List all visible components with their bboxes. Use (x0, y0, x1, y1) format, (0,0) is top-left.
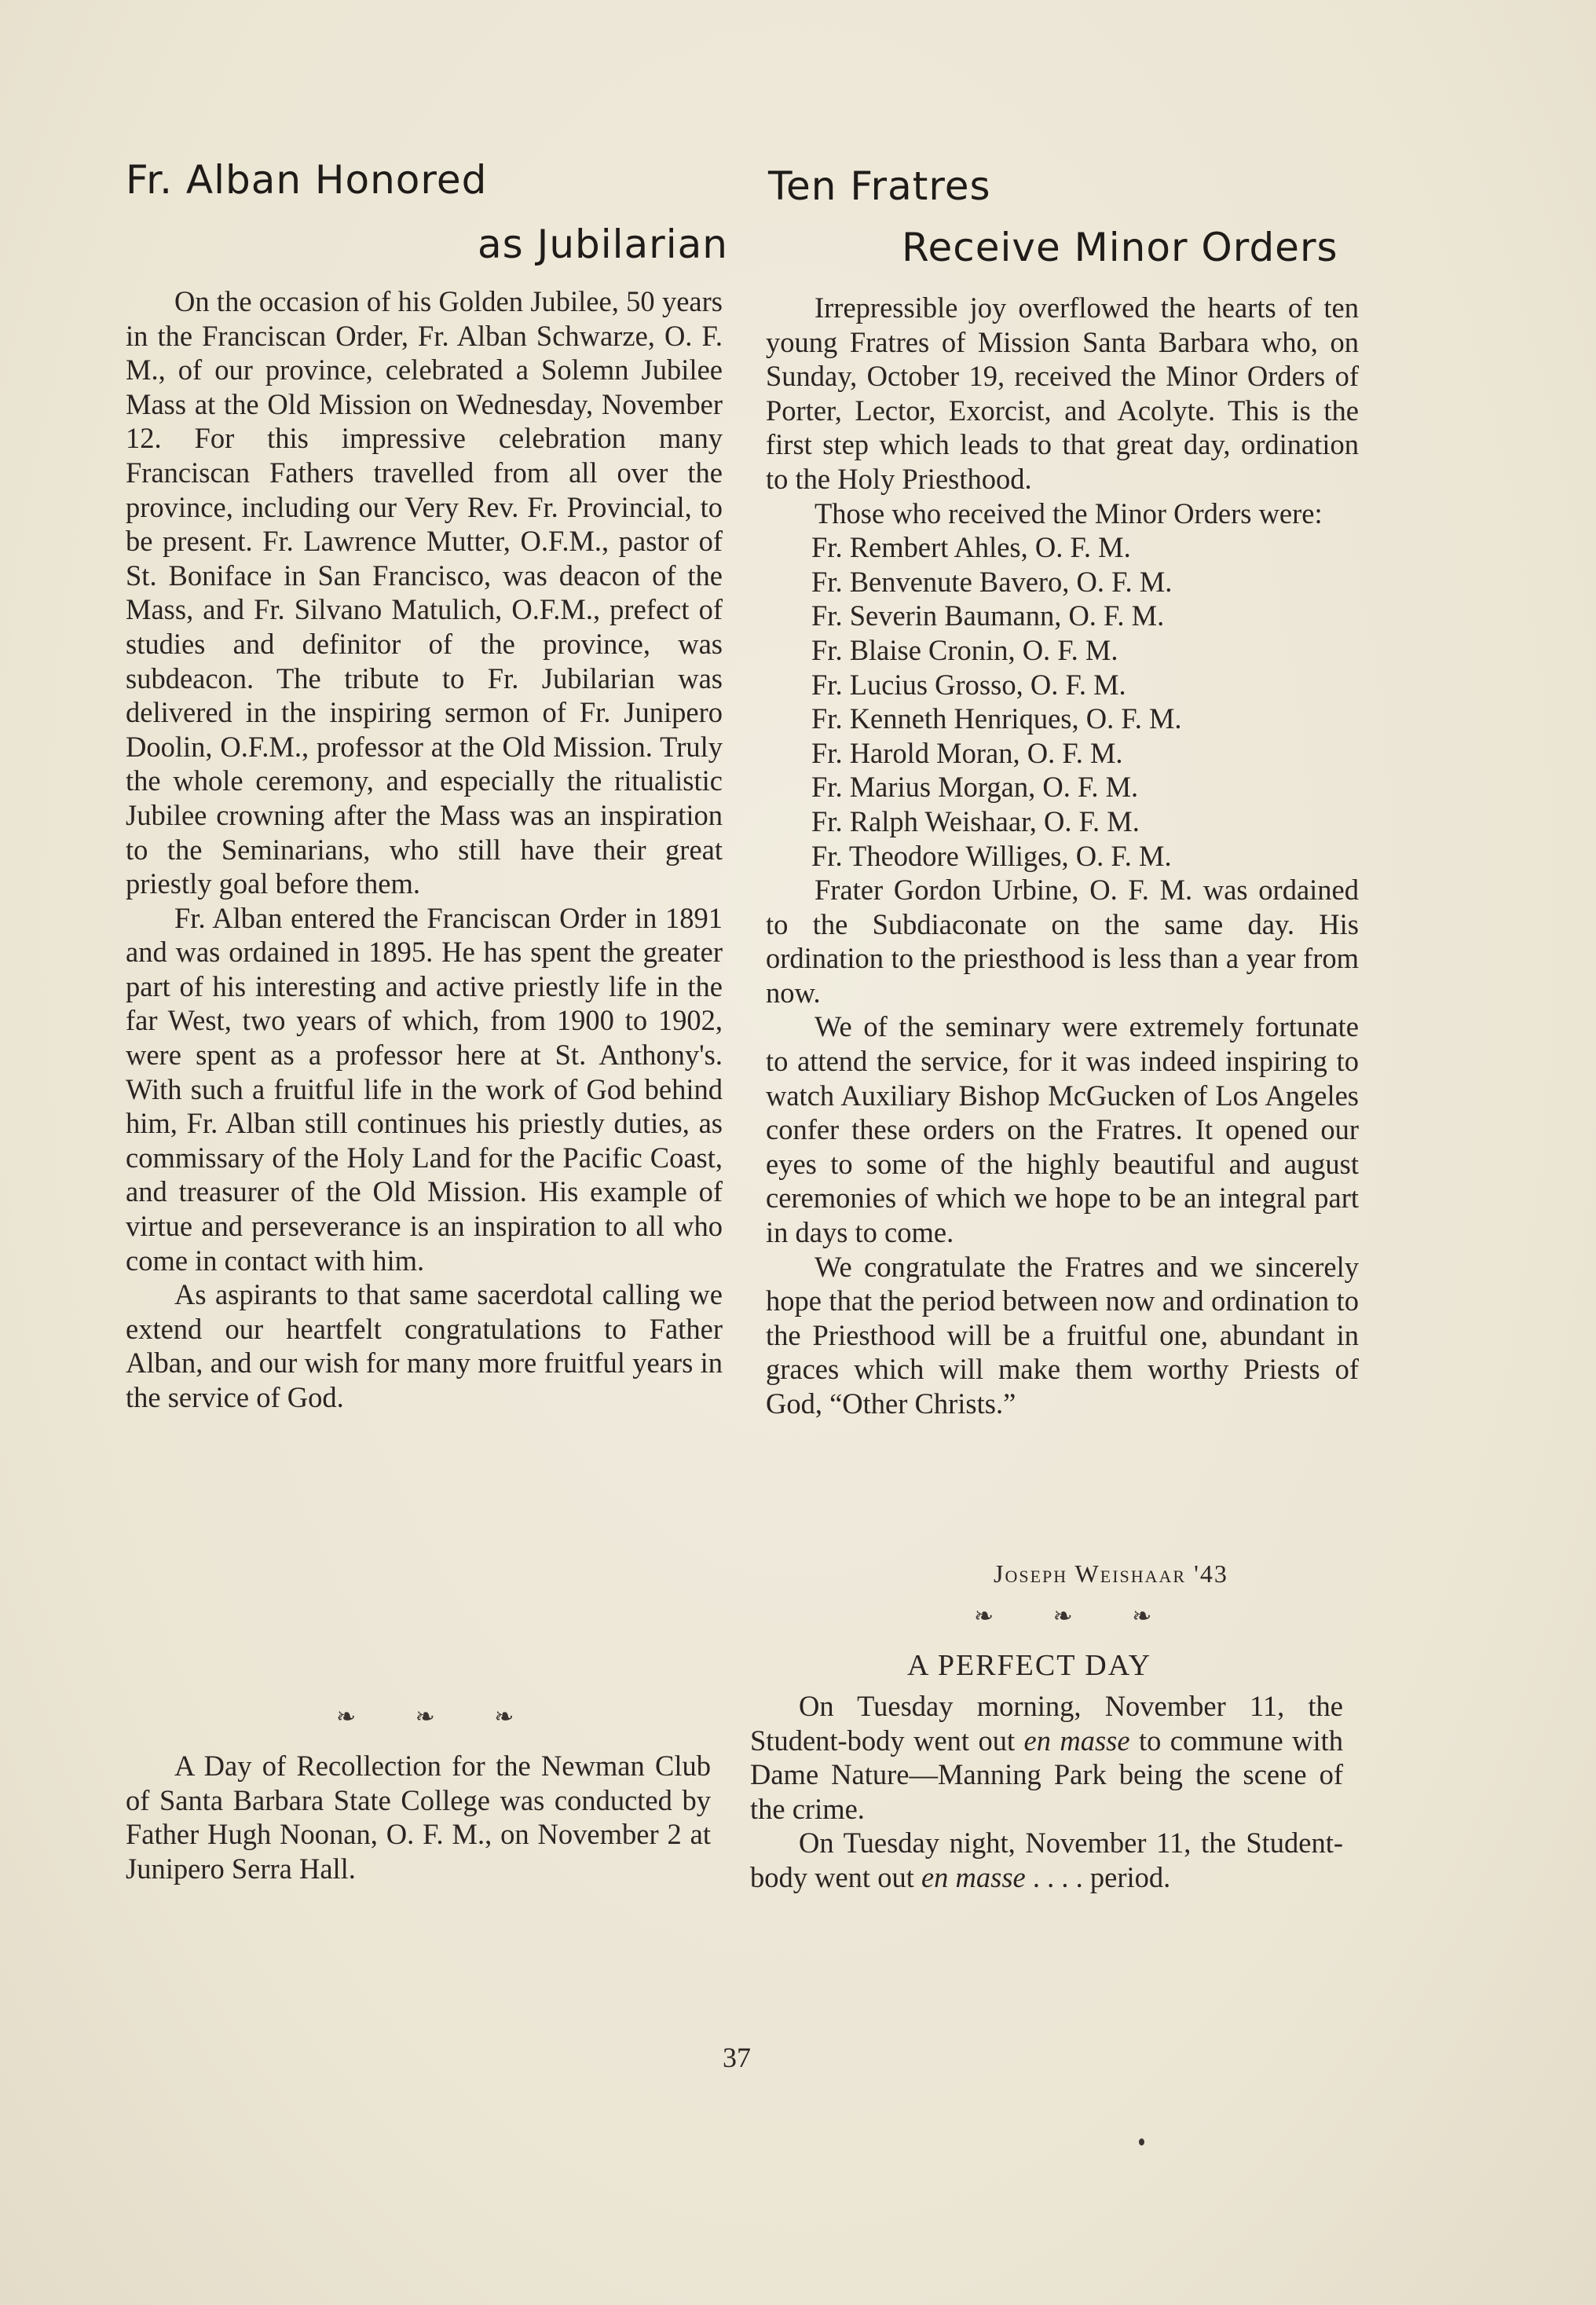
perfect-day-text: to commune with Dame Nature—Manning Park being the scene of the crime. (750, 1724, 1344, 1825)
perfect-day-text: On Tuesday morning, November 11, the Student-body went out (750, 1690, 1343, 1757)
minor-orders-list (766, 530, 1359, 873)
perfect-day-paragraph (750, 1826, 1343, 1894)
list-item: Fr. Marius Morgan, O. F. M. (811, 771, 1139, 804)
right-article-body (766, 291, 1359, 1421)
list-item: Fr. Kenneth Henriques, O. F. M. (811, 702, 1182, 735)
left-ornament-divider: ❧ ❧ ❧ (336, 1704, 541, 1730)
list-item: Fr. Severin Baumann, O. F. M. (811, 599, 1165, 632)
right-article-paragraph: Frater Gordon Urbine, O. F. M. was ordained to the Subdiaconate on the same day. His ordination to the priesthood is less than a year from now. (766, 874, 1359, 1009)
right-article-paragraph: Irrepressible joy overflowed the hearts of ten young Fratres of Mission Santa Barbara who, on Sunday, October 19, received the Minor Orders of Porter, Lector, Exorcist, and Acolyte. This is the first step which leads to that great day, ordination to the Holy Priesthood. (766, 291, 1359, 495)
perfect-day-body (750, 1689, 1343, 1895)
list-item: Fr. Theodore Williges, O. F. M. (811, 839, 1172, 872)
ink-speck (1139, 2138, 1144, 2146)
right-article-title-line2: Receive Minor Orders (902, 225, 1338, 270)
list-item: Fr. Ralph Weishaar, O. F. M. (811, 804, 1140, 837)
right-article-paragraph: We congratulate the Fratres and we sincerely hope that the period between now and ordination to the Priesthood will be a fruitful one, abundant in graces which will make them worthy Priests of God, “Other Christs.” (766, 1250, 1359, 1420)
right-article-paragraph: Those who received the Minor Orders were: (814, 497, 1323, 530)
right-article-paragraph: We of the seminary were extremely fortunate to attend the service, for it was indeed inspiring to watch Auxiliary Bishop McGucken of Los Angeles confer these orders on the Fratres. It opened our eyes to some of the highly beautiful and august ceremonies of which we hope to be an integral part in days to come. (766, 1010, 1359, 1249)
left-article-paragraph: Fr. Alban entered the Franciscan Order in 1891 and was ordained in 1895. He has spent the greater part of his interesting and active priestly life in the far West, two years of which, from 1900 to 1902, were spent as a professor here at St. Anthony's. With such a fruitful life in the work of God behind him, Fr. Alban still continues his priestly duties, as commissary of the Holy Land for the Pacific Coast, and treasurer of the Old Mission. His example of virtue and perseverance is an inspiration to all who come in contact with him. (126, 901, 723, 1277)
left-article-title-line2: as Jubilarian (478, 222, 728, 267)
list-item: Fr. Harold Moran, O. F. M. (811, 736, 1123, 769)
page-number: 37 (723, 2042, 751, 2073)
left-article-paragraph: On the occasion of his Golden Jubilee, 50 years in the Franciscan Order, Fr. Alban Schwarze, O. F. M., of our province, celebrated a Solemn Jubilee Mass at the Old Mission on Wednesday, November 12. For this impressive celebration many Franciscan Fathers travelled from all over the province, including our Very Rev. Fr. Provincial, to be present. Fr. Lawrence Mutter, O.F.M., pastor of St. Boniface in San Francisco, was deacon of the Mass, and Fr. Silvano Matulich, O.F.M., prefect of studies and definitor of the province, was subdeacon. The tribute to Fr. Jubilarian was delivered in the inspiring sermon of Fr. Junipero Doolin, O.F.M., professor at the Old Mission. Truly the whole ceremony, and especially the ritualistic Jubilee crowning after the Mass was an inspiration to the Seminarians, who still have their great priestly goal before them. (126, 285, 723, 900)
list-item: Fr. Rembert Ahles, O. F. M. (811, 531, 1131, 564)
perfect-day-paragraph (750, 1689, 1343, 1826)
left-article-paragraph: As aspirants to that same sacerdotal calling we extend our heartfelt congratulations to Father Alban, and our wish for many more fruitful years in the service of God. (126, 1278, 723, 1413)
left-article-body (126, 284, 723, 1415)
recollection-note (126, 1749, 711, 1885)
perfect-day-emphasis: en masse (1023, 1724, 1130, 1757)
list-item: Fr. Blaise Cronin, O. F. M. (811, 633, 1118, 666)
perfect-day-emphasis: en masse (921, 1860, 1026, 1893)
author-signature: Joseph Weishaar '43 (994, 1559, 1228, 1588)
perfect-day-text: . . . . period. (1025, 1860, 1171, 1893)
list-item: Fr. Benvenute Bavero, O. F. M. (811, 565, 1173, 598)
left-article-title-line1: Fr. Alban Honored (126, 157, 488, 203)
right-ornament-divider: ❧ ❧ ❧ (974, 1603, 1179, 1629)
recollection-paragraph: A Day of Recollection for the Newman Club of Santa Barbara State College was conducted by Father Hugh Noonan, O. F. M., on November 2 at Junipero Serra Hall. (126, 1750, 711, 1885)
right-article-title-line1: Ten Fratres (768, 163, 991, 209)
list-item: Fr. Lucius Grosso, O. F. M. (811, 668, 1126, 701)
perfect-day-title: A PERFECT DAY (907, 1649, 1152, 1682)
perfect-day-text: On Tuesday night, November 11, the Student-body went out (750, 1827, 1343, 1893)
